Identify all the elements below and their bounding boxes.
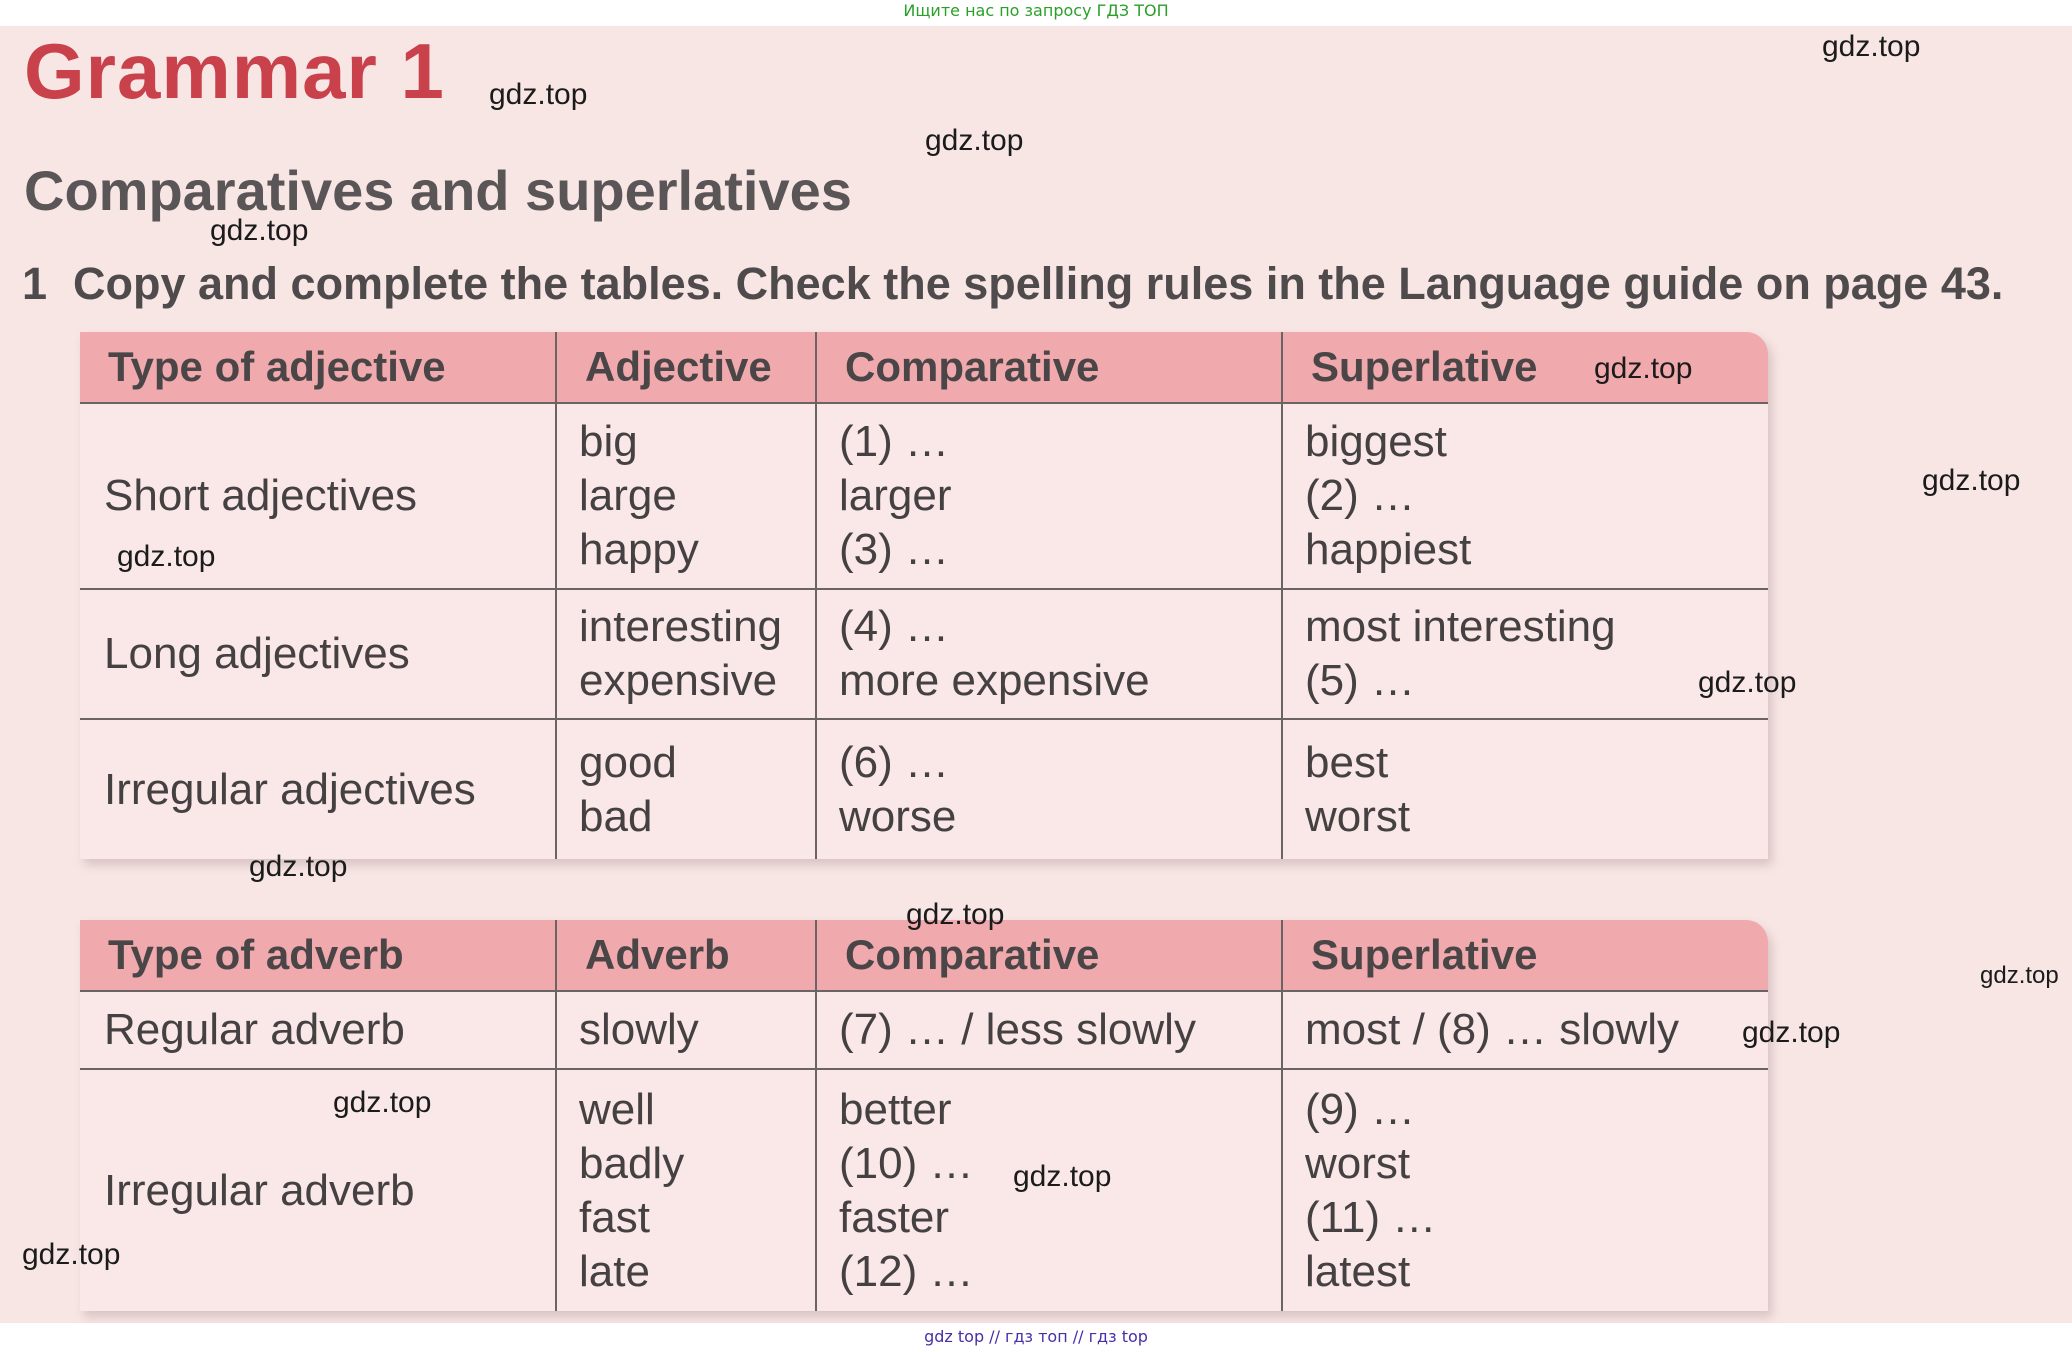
watermark: gdz.top [1594,352,1693,385]
watermark: gdz.top [210,214,309,247]
cell-line: worse [839,791,957,841]
cell-line: biggest [1305,417,1447,466]
cell-line: better [839,1084,952,1134]
watermark: gdz.top [1980,962,2059,989]
watermark: gdz.top [333,1086,432,1119]
table-row [80,991,1768,1069]
cell-line: latest [1305,1246,1411,1296]
cell-line: (7) … / less slowly [839,1005,1196,1054]
cell-line: larger [839,471,952,520]
cell-line: (2) … [1305,471,1415,520]
page-title: Grammar 1 [24,27,445,115]
comparative-cell [816,719,1282,859]
column-header: Superlative [1282,920,1768,991]
exercise-number: 1 [22,258,48,309]
section-subtitle: Comparatives and superlatives [24,159,852,222]
cell-line: (11) … [1305,1192,1437,1242]
watermark: gdz.top [1013,1160,1112,1193]
cell-line: good [579,737,677,787]
superlative-cell [1282,403,1768,589]
cell-line: most interesting [1305,602,1616,651]
textbook-page [0,26,2072,1323]
cell-line: most / (8) … slowly [1305,1005,1680,1054]
cell-line: fast [579,1192,650,1242]
watermark: gdz.top [1822,30,1921,63]
watermark: gdz.top [22,1238,121,1271]
comparative-cell [816,403,1282,589]
exercise-instruction [22,258,2003,310]
table-row [80,589,1768,719]
adjectives-table [80,332,1768,859]
superlative-cell [1282,991,1768,1069]
watermark: gdz.top [1742,1016,1841,1049]
column-header: Comparative [816,920,1282,991]
cell-line: bad [579,791,653,841]
base-cell [556,991,816,1069]
superlative-cell [1282,1069,1768,1311]
cell-line: well [579,1084,655,1134]
type-cell: Irregular adjectives [104,764,476,814]
column-header: Comparative [816,332,1282,403]
cell-line: worst [1305,791,1411,841]
column-header: Superlative [1282,332,1768,403]
cell-line: (1) … [839,417,949,466]
cell-line: large [579,471,677,520]
base-cell [556,719,816,859]
type-cell: Regular adverb [80,991,556,1069]
watermark: gdz.top [1698,666,1797,699]
base-cell [556,403,816,589]
cell-line: interesting [579,602,783,651]
cell-line: best [1305,737,1389,787]
type-cell: Short adjectives [80,403,556,589]
base-cell [556,589,816,719]
exercise-text: Copy and complete the tables. Check the spelling rules in the Language guide on page 43. [73,258,2004,309]
cell-line: slowly [579,1005,699,1054]
watermark: gdz.top [906,898,1005,931]
type-cell: Long adjectives [80,589,556,719]
cell-line: happy [579,525,699,574]
cell-line: (4) … [839,602,949,651]
watermark: gdz.top [489,78,588,111]
comparative-cell [816,589,1282,719]
cell-line: (5) … [1305,656,1415,705]
column-header: Type of adverb [80,920,556,991]
cell-line: (6) … [839,737,949,787]
watermark: gdz.top [925,124,1024,157]
comparative-cell [816,991,1282,1069]
watermark: gdz.top [249,850,348,883]
superlative-cell [1282,719,1768,859]
cell-line: big [579,417,638,466]
superlative-cell [1282,589,1768,719]
column-header: Type of adjective [80,332,556,403]
cell-line: (3) … [839,525,949,574]
cell-line: (12) … [839,1246,974,1296]
type-cell: Irregular adverb [104,1165,415,1215]
table-row [80,719,1768,859]
cell-line: worst [1305,1138,1411,1188]
watermark: gdz.top [1922,464,2021,497]
top-banner: Ищите нас по запросу ГДЗ ТОП [903,1,1169,20]
cell-line: faster [839,1192,950,1242]
column-header: Adjective [556,332,816,403]
table-row [80,403,1768,589]
cell-line: late [579,1246,650,1296]
cell-line: (10) … [839,1138,974,1188]
column-header: Adverb [556,920,816,991]
cell-line: (9) … [1305,1084,1415,1134]
bottom-footer: gdz top // гдз топ // гдз top [924,1327,1148,1346]
cell-line: happiest [1305,525,1472,574]
cell-line: more expensive [839,656,1150,705]
cell-line: badly [579,1138,685,1188]
table-header-row [80,332,1768,403]
watermark: gdz.top [117,540,216,573]
base-cell [556,1069,816,1311]
cell-line: expensive [579,656,778,705]
